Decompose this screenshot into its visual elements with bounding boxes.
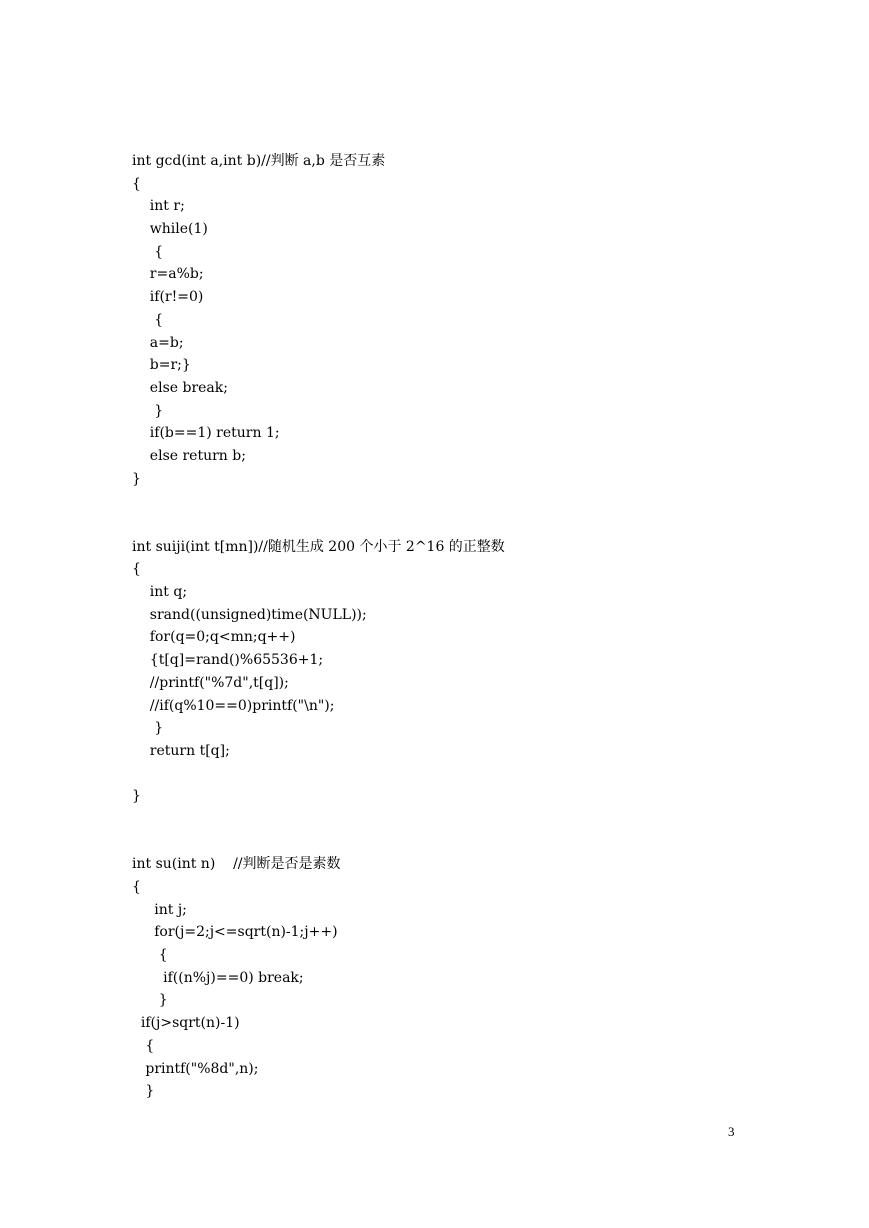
code-line: { (132, 311, 164, 328)
code-line: if(r!=0) (132, 289, 204, 306)
code-line: a=b; (132, 334, 184, 351)
code-line: b=r;} (132, 357, 191, 374)
code-line: int suiji(int t[mn])//随机生成 200 个小于 2^16 的正整数 (132, 538, 505, 555)
code-line: int gcd(int a,int b)//判断 a,b 是否互素 (132, 153, 386, 169)
code-line (132, 831, 505, 854)
code-line: return t[q]; (132, 742, 230, 759)
code-line (132, 513, 505, 536)
code-line: else return b; (132, 447, 246, 464)
code-line: { (132, 879, 141, 895)
code-line: //printf("%7d",t[q]); (132, 674, 289, 691)
page-number: 3 (728, 1124, 735, 1139)
code-line: int su(int n) //判断是否是素数 (132, 856, 341, 873)
code-line: printf("%8d",n); (132, 1060, 259, 1077)
code-line: } (132, 788, 141, 805)
code-line: { (132, 561, 141, 578)
code-line: if(j>sqrt(n)-1) (132, 1015, 240, 1032)
code-line: { (132, 175, 141, 192)
code-line: int r; (132, 198, 185, 215)
code-line: if(b==1) return 1; (132, 425, 280, 442)
code-line: } (132, 470, 141, 487)
code-line (132, 490, 505, 513)
code-line: if((n%j)==0) break; (132, 969, 304, 986)
code-line: int j; (132, 901, 187, 918)
code-line: } (132, 402, 164, 419)
code-line (132, 808, 505, 831)
code-line: { (132, 947, 168, 964)
code-line: {t[q]=rand()%65536+1; (132, 652, 324, 669)
code-line: } (132, 720, 164, 737)
code-line: int q; (132, 584, 188, 601)
code-line: r=a%b; (132, 266, 204, 283)
code-line: else break; (132, 379, 228, 396)
code-block (132, 150, 505, 1103)
code-line: for(q=0;q<mn;q++) (132, 629, 296, 646)
code-line: srand((unsigned)time(NULL)); (132, 606, 367, 623)
code-line: } (132, 992, 168, 1009)
code-line: { (132, 243, 164, 260)
code-line: { (132, 1037, 155, 1054)
code-line (132, 763, 505, 786)
code-line: while(1) (132, 221, 208, 238)
code-line: for(j=2;j<=sqrt(n)-1;j++) (132, 924, 338, 941)
code-line: } (132, 1083, 155, 1100)
code-line: //if(q%10==0)printf("\n"); (132, 697, 335, 714)
